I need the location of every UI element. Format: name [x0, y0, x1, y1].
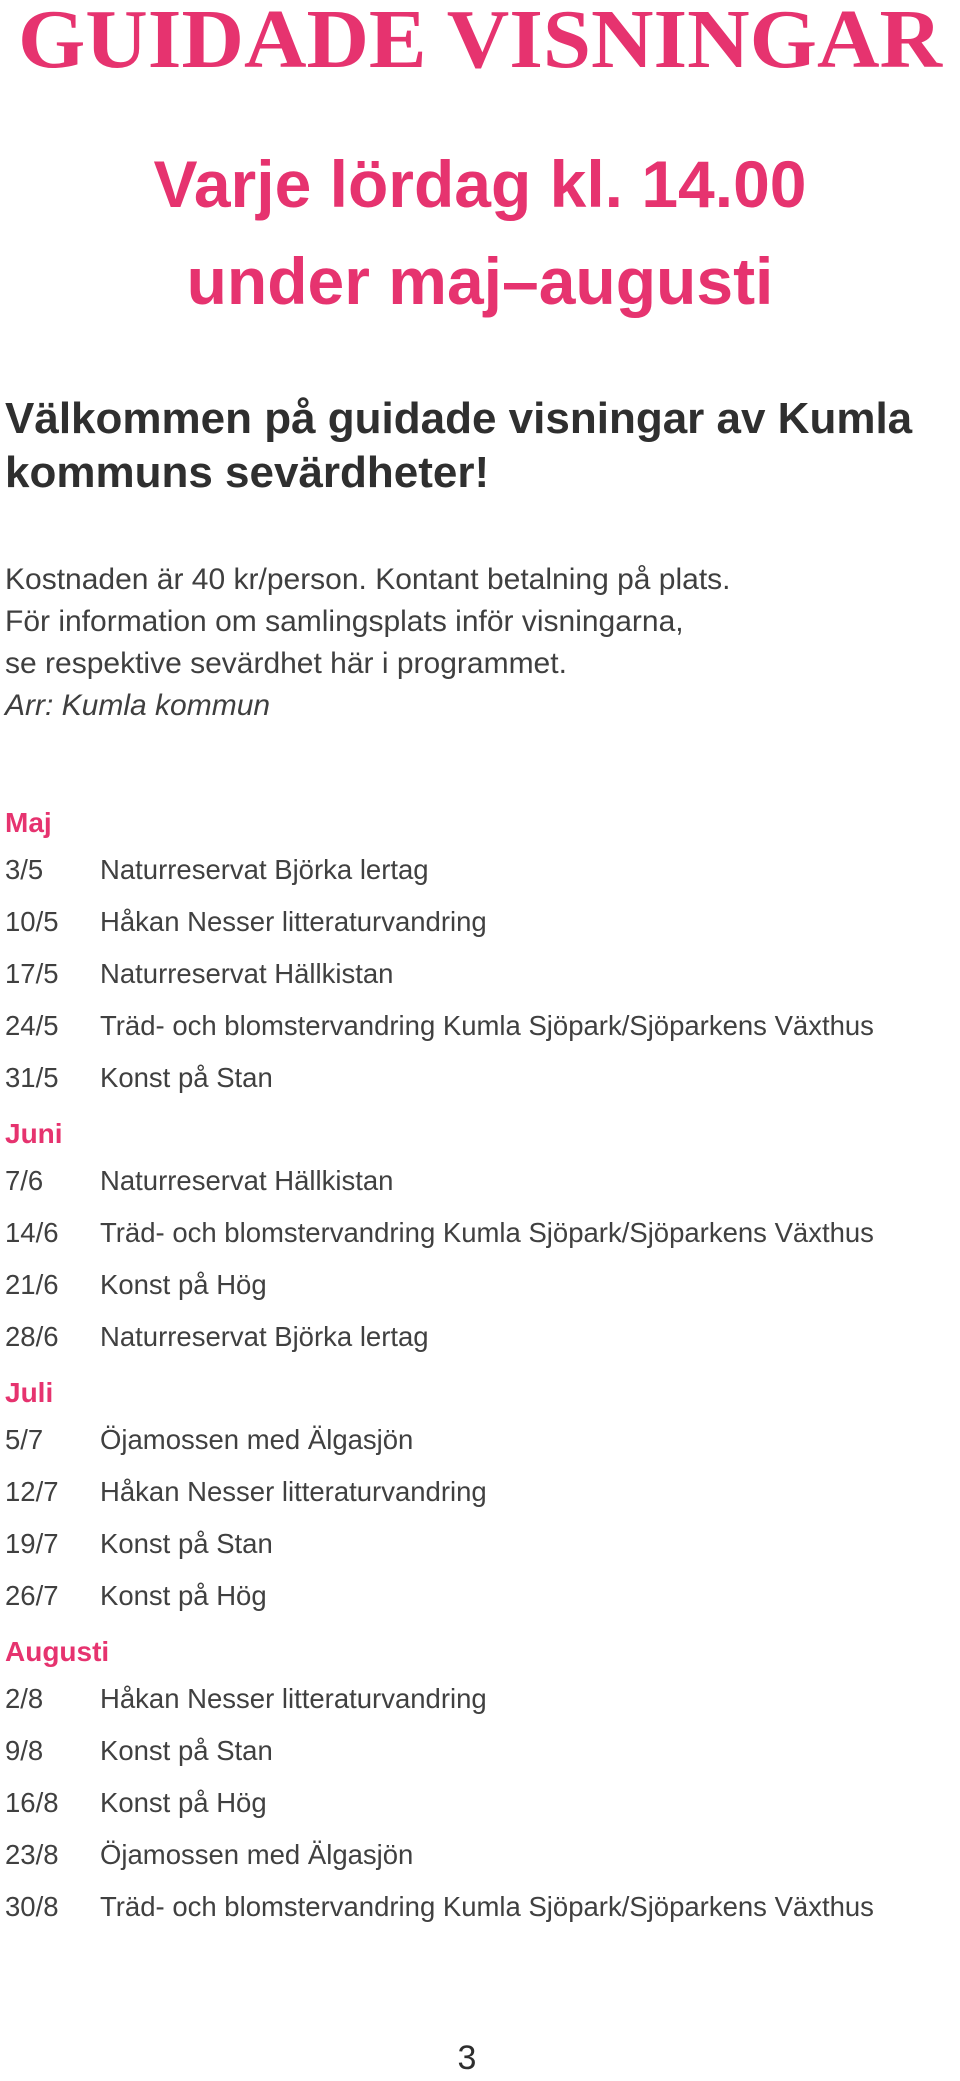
- event-date: 31/5: [5, 1062, 59, 1093]
- event-date: 5/7: [5, 1424, 44, 1455]
- event-title: Håkan Nesser litteraturvandring: [100, 906, 487, 937]
- event-title: Konst på Hög: [100, 1787, 267, 1818]
- month-section-augusti: [5, 1636, 955, 1933]
- month-heading: Juli: [5, 1377, 54, 1408]
- event-title: Håkan Nesser litteraturvandring: [100, 1683, 487, 1714]
- event-date: 12/7: [5, 1476, 59, 1507]
- event-row: [5, 1673, 955, 1725]
- event-date: 3/5: [5, 854, 44, 885]
- event-title: Öjamossen med Älgasjön: [100, 1424, 414, 1455]
- event-title: Träd- och blomstervandring Kumla Sjöpark/Sjöparkens Växthus: [100, 1217, 874, 1248]
- event-row: [5, 1725, 955, 1777]
- event-title: Konst på Stan: [100, 1528, 273, 1559]
- event-title: Konst på Hög: [100, 1269, 267, 1300]
- event-date: 16/8: [5, 1787, 59, 1818]
- event-title: Konst på Stan: [100, 1735, 273, 1766]
- event-row: [5, 1155, 955, 1207]
- welcome-heading: Välkommen på guidade visningar av Kumla kommuns sevärdheter!: [5, 394, 913, 497]
- month-heading: Juni: [5, 1118, 63, 1149]
- event-row: [5, 948, 955, 1000]
- event-title: Håkan Nesser litteraturvandring: [100, 1476, 487, 1507]
- event-row: [5, 1311, 955, 1363]
- event-title: Träd- och blomstervandring Kumla Sjöpark/Sjöparkens Växthus: [100, 1891, 874, 1922]
- info-text: [5, 559, 731, 727]
- event-title: Naturreservat Hällkistan: [100, 1165, 394, 1196]
- event-row: [5, 1881, 955, 1933]
- event-date: 10/5: [5, 906, 59, 937]
- info-cost-line: Kostnaden är 40 kr/person. Kontant betalning på plats.: [5, 563, 731, 596]
- event-row: [5, 1000, 955, 1052]
- event-title: Naturreservat Hällkistan: [100, 958, 394, 989]
- event-title: Konst på Hög: [100, 1580, 267, 1611]
- event-row: [5, 1414, 955, 1466]
- event-date: 26/7: [5, 1580, 59, 1611]
- event-date: 23/8: [5, 1839, 59, 1870]
- event-title: Naturreservat Björka lertag: [100, 854, 429, 885]
- event-row: [5, 844, 955, 896]
- page-number: 3: [457, 2039, 477, 2077]
- info-program-line: se respektive sevärdhet här i programmet.: [5, 647, 567, 680]
- event-row: [5, 1518, 955, 1570]
- event-date: 30/8: [5, 1891, 59, 1922]
- event-date: 9/8: [5, 1735, 44, 1766]
- month-section-juli: [5, 1377, 955, 1622]
- event-row: [5, 1570, 955, 1622]
- event-row: [5, 1466, 955, 1518]
- main-title: GUIDADE VISNINGAR: [18, 0, 942, 86]
- event-date: 28/6: [5, 1321, 59, 1352]
- event-title: Öjamossen med Älgasjön: [100, 1839, 414, 1870]
- info-location-line: För information om samlingsplats inför visningarna,: [5, 605, 684, 638]
- event-date: 24/5: [5, 1010, 59, 1041]
- month-section-maj: [5, 807, 955, 1104]
- schedule-subtitle: [0, 136, 960, 330]
- event-schedule: [5, 807, 955, 1947]
- event-title: Konst på Stan: [100, 1062, 273, 1093]
- event-row: [5, 1829, 955, 1881]
- event-date: 7/6: [5, 1165, 44, 1196]
- event-row: [5, 1777, 955, 1829]
- subtitle-line-2: under maj–augusti: [186, 244, 774, 318]
- event-title: Naturreservat Björka lertag: [100, 1321, 429, 1352]
- event-row: [5, 1052, 955, 1104]
- event-row: [5, 1259, 955, 1311]
- event-date: 17/5: [5, 958, 59, 989]
- event-date: 21/6: [5, 1269, 59, 1300]
- month-section-juni: [5, 1118, 955, 1363]
- month-heading: Augusti: [5, 1636, 110, 1667]
- subtitle-line-1: Varje lördag kl. 14.00: [153, 147, 807, 221]
- event-row: [5, 1207, 955, 1259]
- event-date: 19/7: [5, 1528, 59, 1559]
- month-heading: Maj: [5, 807, 52, 838]
- event-date: 2/8: [5, 1683, 44, 1714]
- event-title: Träd- och blomstervandring Kumla Sjöpark/Sjöparkens Växthus: [100, 1010, 874, 1041]
- event-date: 14/6: [5, 1217, 59, 1248]
- organizer-line: Arr: Kumla kommun: [5, 689, 271, 722]
- event-row: [5, 896, 955, 948]
